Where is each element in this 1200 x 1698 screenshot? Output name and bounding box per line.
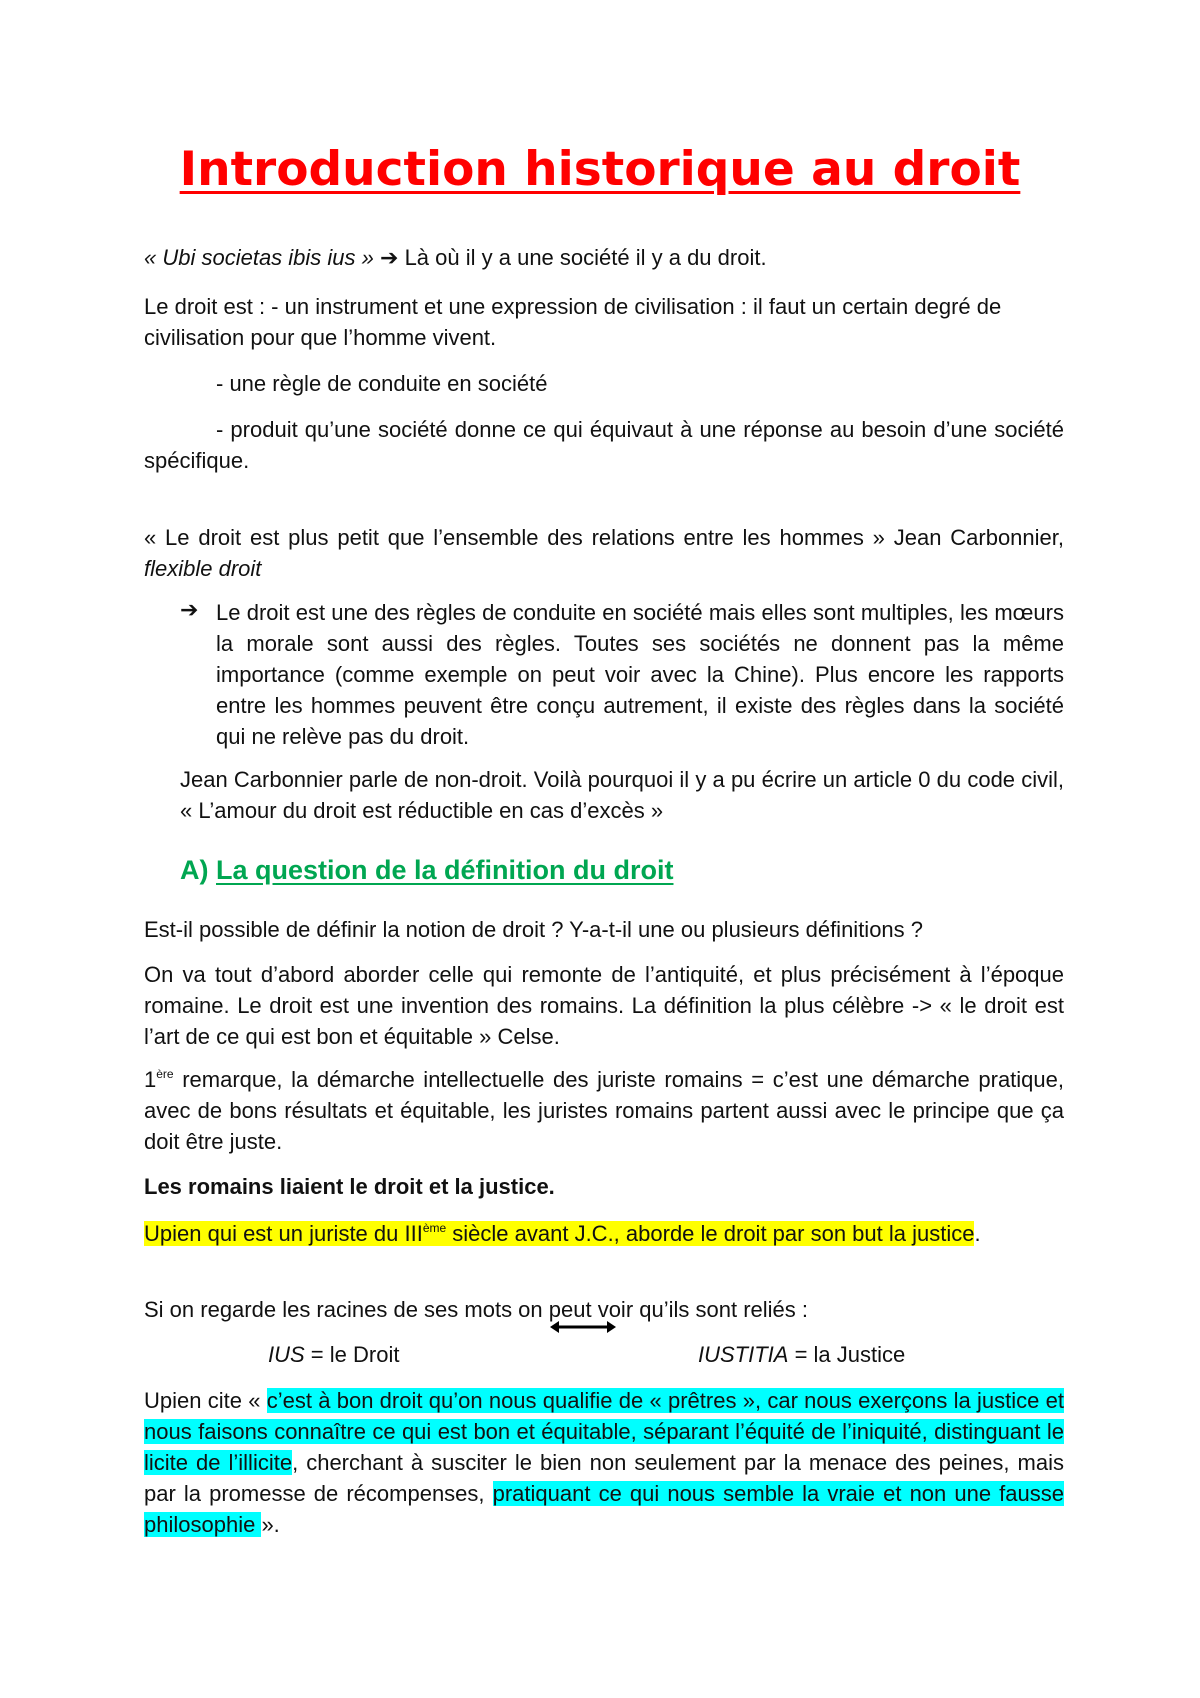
paragraph-remark [144,1064,1064,1157]
right-arrow-icon: ➔ [380,245,399,270]
bullet-text: Le droit est une des règles de conduite en société mais elles sont multiples, les mœurs la morale sont aussi des règles. Toutes ses sociétés ne donnent pas la même importance (comme exemple on peut voir avec la Chine). Plus encore les rapports entre les hommes peuvent être conçu autrement, il existe des règles dans la société qui ne relève pas du droit. [216,600,1064,749]
iustitia-definition: = la Justice [788,1342,906,1367]
paragraph-bold-statement: Les romains liaient le droit et la justice. [144,1174,555,1199]
section-letter: A) [180,855,216,885]
paragraph-upien: Upien qui est un juriste du IIIème siècle avant J.C., aborde le droit par son but la justice. [144,1221,981,1246]
paragraph-rule: - une règle de conduite en société [216,371,548,396]
paragraph-upien-citation: Upien cite « c’est à bon droit qu’on nous qualifie de « prêtres », car nous exerçons la justice et nous faisons connaître ce qui est bon et équitable, séparant l’équité de l’iniquité, distinguant le licite de l’illicite, cherchant à susciter le bien non seulement par la menace des peines, mais par la promesse de récompenses, pratiquant ce qui nous semble la vraie et non une fausse philosophie ». [144,1388,1064,1537]
latin-quote: « Ubi societas ibis ius » [144,245,374,270]
century-superscript: ème [422,1221,447,1235]
paragraph-antiquity: On va tout d’abord aborder celle qui remonte de l’antiquité, et plus précisément à l’époque romaine. Le droit est une invention des romains. La définition la plus célèbre -> « le droit est l’art de ce qui est bon et équitable » Celse. [144,962,1064,1049]
section-title: La question de la définition du droit [216,855,674,885]
section-heading-a [180,852,673,888]
highlight-cyan-1: c’est à bon droit qu’on nous qualifie de « prêtres », car nous exerçons la justice et nous faisons connaître ce qui est bon et équitable, séparant l’équité de l’iniquité, distinguant le licite de l’illicite [144,1388,1064,1475]
paragraph-definition: Le droit est : - un instrument et une expression de civilisation : il faut un certain degré de civilisation pour que l’homme vivent. [144,294,1002,350]
remark-superscript: ère [156,1067,174,1081]
paragraph-question: Est-il possible de définir la notion de droit ? Y-a-t-il une ou plusieurs définitions ? [144,917,924,942]
carbonnier-quote-text: « Le droit est plus petit que l’ensemble des relations entre les hommes » Jean Carbonnier, [144,525,1064,550]
ius-definition: = le Droit [304,1342,400,1367]
ius-word: IUS [268,1342,305,1367]
highlight-yellow: Upien qui est un juriste du IIIème siècle avant J.C., aborde le droit par son but la justice [144,1221,975,1246]
term-ius [268,1339,568,1370]
double-arrow-icon [550,1320,616,1334]
paragraph-product: - produit qu’une société donne ce qui équivaut à une réponse au besoin d’une société spécifique. [144,417,1064,473]
remark-text: remarque, la démarche intellectuelle des juriste romains = c’est une démarche pratique, avec de bons résultats et équitable, les juristes romains partent aussi avec le principe que ça doit être juste. [144,1067,1064,1154]
iustitia-word: IUSTITIA [698,1342,789,1367]
remark-number: 1 [144,1067,157,1092]
highlight-cyan-2: pratiquant ce qui nous semble la vraie et non une fausse philosophie [144,1481,1064,1537]
term-iustitia [698,1339,1064,1370]
document-title: Introduction historique au droit [179,142,1021,197]
paragraph-motto [144,242,1064,273]
paragraph-roots: Si on regarde les racines de ses mots on peut voir qu’ils sont reliés : [144,1297,808,1322]
paragraph-carbonnier-quote [144,522,1064,584]
right-arrow-icon: ➔ [180,597,199,622]
motto-translation: Là où il y a une société il y a du droit. [398,245,767,270]
book-title: flexible droit [144,556,262,581]
paragraph-non-droit: Jean Carbonnier parle de non-droit. Voilà pourquoi il y a pu écrire un article 0 du code civil, « L’amour du droit est réductible en cas d’excès » [180,767,1064,823]
